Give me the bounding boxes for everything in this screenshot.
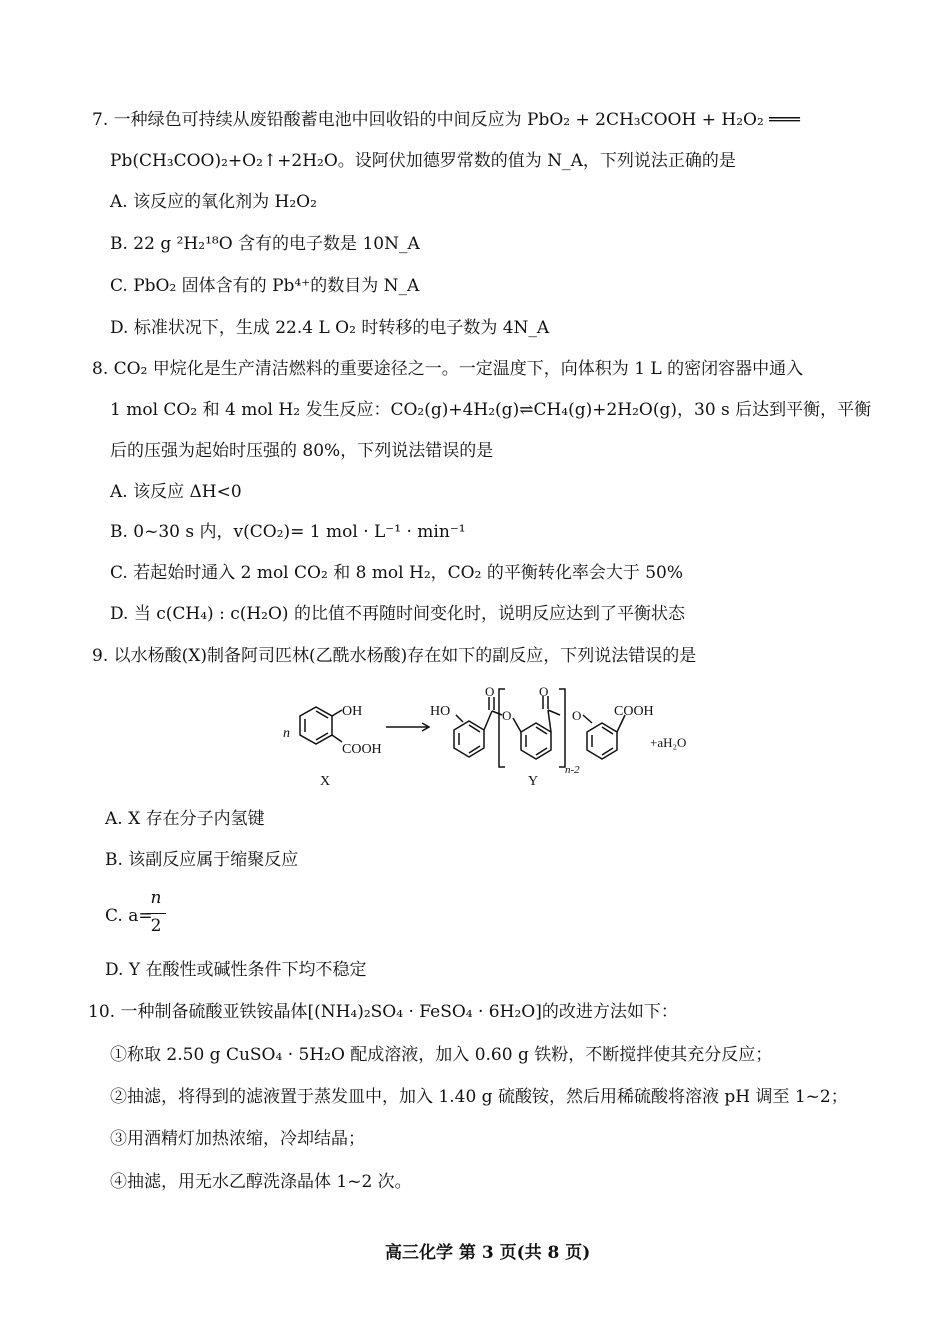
q8-stem-line2: 1 mol CO₂ 和 4 mol H₂ 发生反应：CO₂(g)+4H₂(g)⇌CH₄(g)+2H₂O(g)，30 s 后达到平衡，平衡 (110, 400, 872, 420)
q9-option-b: B. 该副反应属于缩聚反应 (105, 850, 299, 870)
q7-stem-line2: Pb(CH₃COO)₂+O₂↑+2H₂O。设阿伏加德罗常数的值为 N_A，下列说法正确的是 (110, 151, 736, 171)
q9-option-d: D. Y 在酸性或碱性条件下均不稳定 (105, 960, 367, 980)
carboxyl-label-y: COOH (614, 704, 654, 719)
q7-option-d: D. 标准状况下，生成 22.4 L O₂ 时转移的电子数为 4N_A (110, 318, 550, 338)
q9-option-a: A. X 存在分子内氢键 (105, 809, 265, 829)
q7-option-c: C. PbO₂ 固体含有的 Pb⁴⁺的数目为 N_A (110, 276, 420, 296)
fraction-denominator: 2 (150, 916, 162, 936)
water-byproduct: +aH₂O (650, 735, 687, 750)
carbonyl-o-1: O (485, 685, 495, 699)
ho-label: HO (430, 704, 451, 719)
ester-o-2: O (572, 708, 582, 723)
q8-stem-line3: 后的压强为起始时压强的 80%，下列说法错误的是 (110, 441, 494, 461)
q10-step-4: ④抽滤，用无水乙醇洗涤晶体 1~2 次。 (110, 1172, 412, 1192)
q7-option-b: B. 22 g ²H₂¹⁸O 含有的电子数是 10N_A (110, 234, 420, 254)
q8-option-c: C. 若起始时通入 2 mol CO₂ 和 8 mol H₂，CO₂ 的平衡转化率会大于 50% (110, 563, 684, 583)
fraction-bar (146, 913, 166, 914)
q7-stem-line1: 7. 一种绿色可持续从废铅酸蓄电池中回收铅的中间反应为 PbO₂ + 2CH₃COOH + H₂O₂ ═══ (92, 110, 800, 130)
reactant-coefficient: n (283, 726, 290, 741)
q10-step-3: ③用酒精灯加热浓缩，冷却结晶； (110, 1129, 365, 1149)
page-footer: 高三化学 第 3 页(共 8 页) (385, 1243, 591, 1263)
hydroxyl-label: OH (342, 704, 363, 719)
q10-step-1: ①称取 2.50 g CuSO₄ · 5H₂O 配成溶液，加入 0.60 g 铁粉，不断搅拌使其充分反应； (110, 1045, 773, 1065)
reaction-scheme (280, 685, 720, 790)
cooh-bond-x (332, 735, 342, 742)
q8-option-a: A. 该反应 ΔH<0 (110, 482, 242, 502)
ester-o-1: O (502, 708, 512, 723)
q8-option-b: B. 0~30 s 内，v(CO₂)= 1 mol · L⁻¹ · min⁻¹ (110, 522, 466, 542)
q9-option-c: C. a= (105, 906, 153, 926)
label-x: X (320, 774, 331, 789)
q8-stem-line1: 8. CO₂ 甲烷化是生产清洁燃料的重要途径之一。一定温度下，向体积为 1 L 的密闭容器中通入 (92, 359, 804, 379)
repeat-subscript: n-2 (565, 764, 580, 776)
q7-option-a: A. 该反应的氧化剂为 H₂O₂ (110, 192, 317, 212)
carbonyl-o-2: O (539, 685, 549, 699)
oh-bond (332, 710, 342, 716)
repeat-bracket-left (499, 689, 505, 767)
fraction-numerator: n (150, 888, 162, 908)
label-y: Y (528, 774, 539, 789)
repeat-bracket-right (559, 689, 565, 767)
carboxyl-label-x: COOH (342, 742, 382, 757)
q10-stem: 10. 一种制备硫酸亚铁铵晶体[(NH₄)₂SO₄ · FeSO₄ · 6H₂O]的改进方法如下： (88, 1002, 678, 1022)
q9-stem: 9. 以水杨酸(X)制备阿司匹林(乙酰水杨酸)存在如下的副反应，下列说法错误的是 (92, 646, 697, 666)
q10-step-2: ②抽滤，将得到的滤液置于蒸发皿中，加入 1.40 g 硫酸铵，然后用稀硫酸将溶液 pH 调至 1~2； (110, 1087, 848, 1107)
q8-option-d: D. 当 c(CH₄) : c(H₂O) 的比值不再随时间变化时，说明反应达到了平衡状态 (110, 604, 685, 624)
